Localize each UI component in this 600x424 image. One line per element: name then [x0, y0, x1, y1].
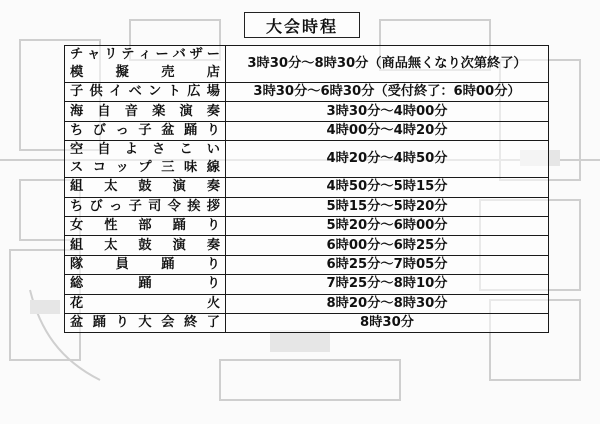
event-name: チ ャ リ テ ィ ー バ ザ ー [70, 47, 220, 62]
schedule-row [65, 46, 549, 83]
event-cell [65, 236, 226, 255]
schedule-row [65, 121, 549, 140]
schedule-title-text: 大会時程 [265, 16, 338, 36]
event-cell [65, 178, 226, 197]
event-time: 4時00分～4時20分 [226, 121, 549, 140]
event-time: 7時25分～8時10分 [226, 275, 549, 294]
event-cell [65, 197, 226, 216]
event-cell [65, 141, 226, 178]
schedule-row [65, 255, 549, 274]
schedule-row [65, 236, 549, 255]
event-name: ち び っ 子 盆 踊 り [70, 122, 220, 138]
schedule-table [64, 45, 549, 333]
schedule-row [65, 275, 549, 294]
schedule-row [65, 102, 549, 121]
event-time: 4時50分～5時15分 [226, 178, 549, 197]
event-cell [65, 313, 226, 332]
event-name: 花 火 [70, 295, 220, 311]
event-cell [65, 216, 226, 235]
event-name: 模 擬 売 店 [70, 65, 220, 80]
event-name: 盆 踊 り 大 会 終 了 [70, 315, 220, 331]
event-cell [65, 102, 226, 121]
event-cell [65, 294, 226, 313]
event-cell [65, 83, 226, 102]
event-name: ス コ ッ プ 三 味 線 [70, 160, 220, 176]
event-time: 8時30分 [226, 313, 549, 332]
event-time: 6時25分～7時05分 [226, 255, 549, 274]
schedule-row [65, 216, 549, 235]
event-time: 3時30分～4時00分 [226, 102, 549, 121]
event-time: 8時20分～8時30分 [226, 294, 549, 313]
event-cell [65, 275, 226, 294]
event-time: 4時20分～4時50分 [226, 141, 549, 178]
schedule-row [65, 83, 549, 102]
event-time: 5時20分～6時00分 [226, 216, 549, 235]
event-name: 隊 員 踊 り [70, 256, 220, 272]
schedule-row [65, 141, 549, 178]
event-name: 女 性 部 踊 り [70, 218, 220, 234]
schedule-row [65, 197, 549, 216]
event-time: 3時30分～8時30分（商品無くなり次第終了） [226, 46, 549, 83]
schedule-row [65, 178, 549, 197]
event-name: 海 自 音 楽 演 奏 [70, 103, 220, 119]
event-time: 3時30分～6時30分（受付終了：6時00分） [226, 83, 549, 102]
schedule-row [65, 294, 549, 313]
event-cell [65, 46, 226, 83]
event-time: 6時00分～6時25分 [226, 236, 549, 255]
event-name: 組 太 鼓 演 奏 [70, 179, 220, 195]
event-name: 組 太 鼓 演 奏 [70, 237, 220, 253]
event-name: 空 自 よ さ こ い [70, 142, 220, 158]
event-name: 子 供 イ ベ ン ト 広 場 [70, 84, 220, 100]
schedule-row [65, 313, 549, 332]
event-name: ち び っ 子 司 令 挨 拶 [70, 198, 220, 214]
event-cell [65, 255, 226, 274]
schedule-title [244, 12, 360, 38]
event-time: 5時15分～5時20分 [226, 197, 549, 216]
event-name: 総 踊 り [70, 276, 220, 292]
event-cell [65, 121, 226, 140]
